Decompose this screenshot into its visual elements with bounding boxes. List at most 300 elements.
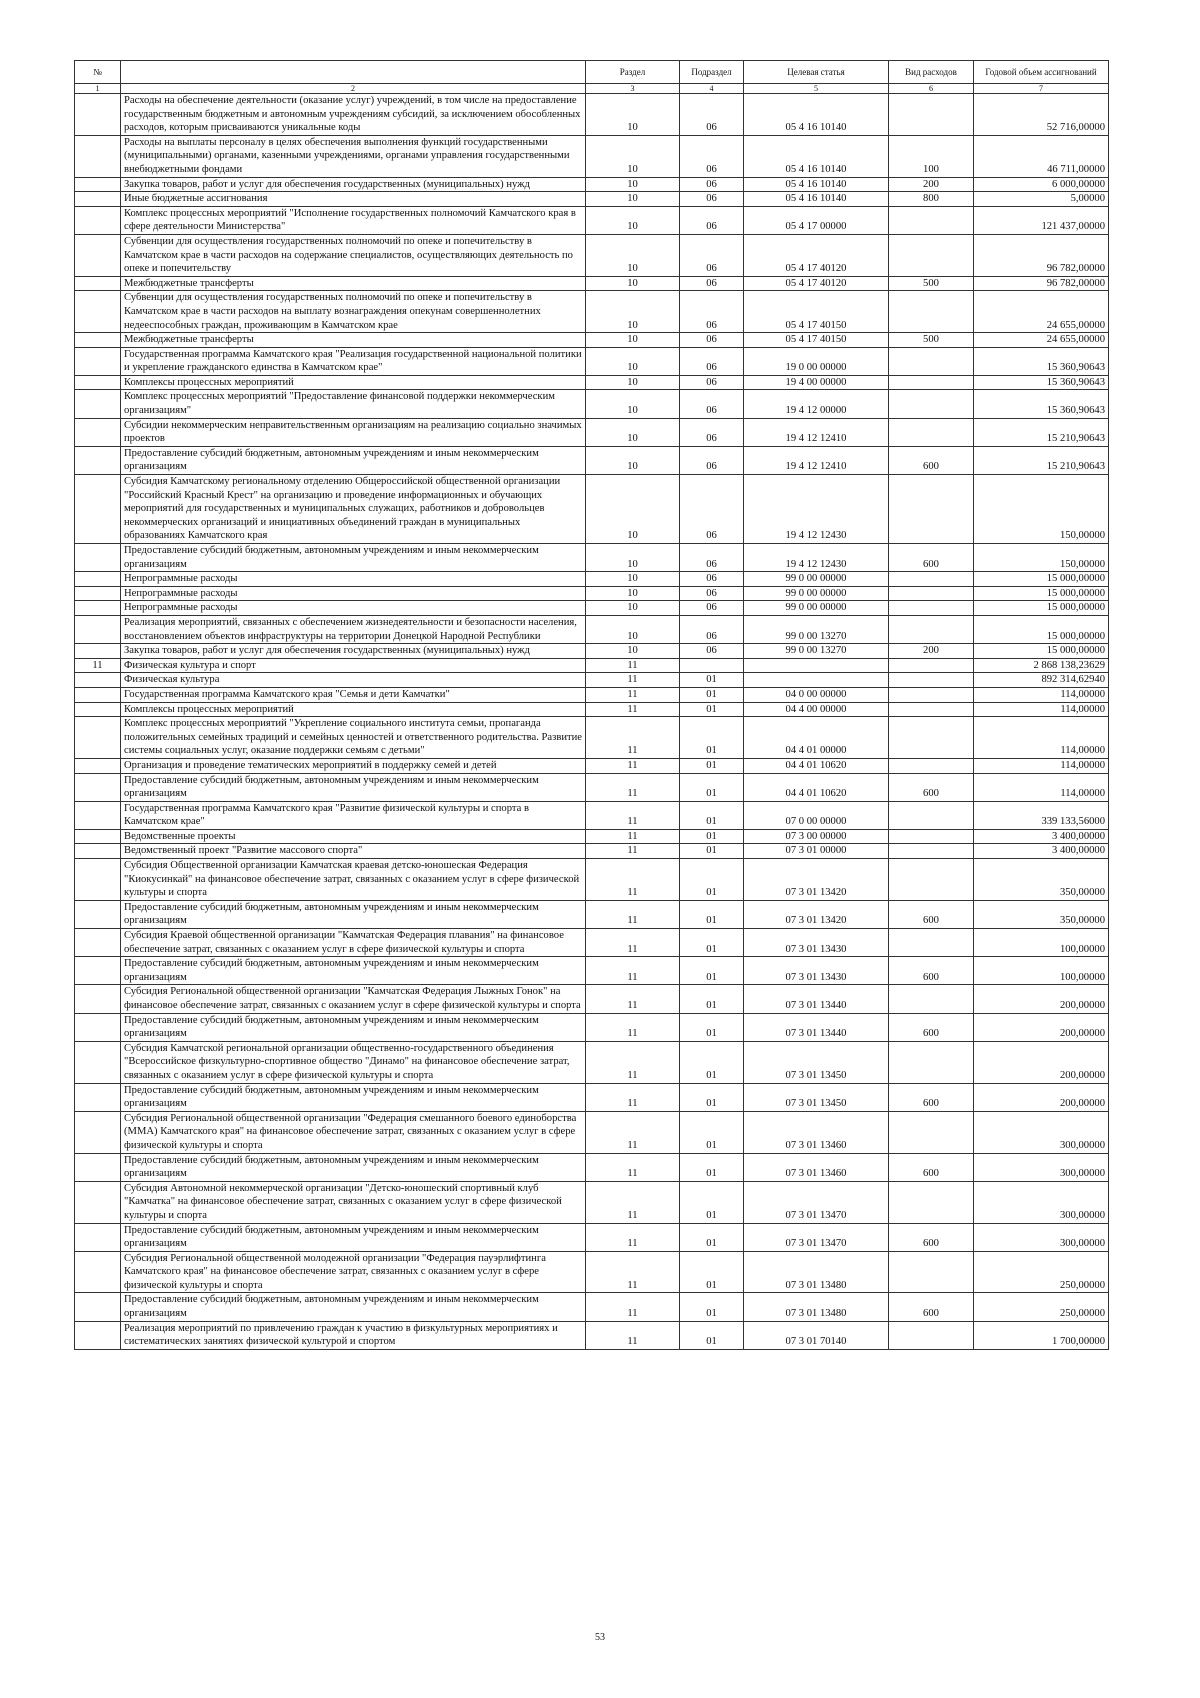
row-sum: 15 000,00000 bbox=[974, 644, 1109, 659]
row-name: Субсидия Региональной общественной молодежной организации "Федерация пауэрлифтинга Камчатского края" на финансовое обеспечение затрат, связанных с оказанием услуг в сфере физической культуры и спорта bbox=[121, 1251, 586, 1293]
row-razdel: 10 bbox=[586, 475, 680, 544]
budget-table bbox=[74, 60, 1109, 1350]
row-sum: 892 314,62940 bbox=[974, 673, 1109, 688]
row-vid bbox=[889, 347, 974, 375]
row-vid: 600 bbox=[889, 1223, 974, 1251]
row-podrazdel: 01 bbox=[680, 1013, 744, 1041]
row-name: Реализация мероприятий по привлечению граждан к участию в физкультурных мероприятиях и систематических занятиях физической культурой и спортом bbox=[121, 1321, 586, 1349]
budget-table-sheet bbox=[74, 60, 1108, 1350]
row-razdel: 11 bbox=[586, 1153, 680, 1181]
row-vid: 600 bbox=[889, 1083, 974, 1111]
row-name: Предоставление субсидий бюджетным, автономным учреждениям и иным некоммерческим организациям bbox=[121, 773, 586, 801]
table-row bbox=[75, 758, 1109, 773]
row-vid bbox=[889, 234, 974, 276]
row-target: 05 4 17 00000 bbox=[744, 206, 889, 234]
row-vid bbox=[889, 929, 974, 957]
row-vid bbox=[889, 758, 974, 773]
row-sum: 24 655,00000 bbox=[974, 333, 1109, 348]
row-name: Предоставление субсидий бюджетным, автономным учреждениям и иным некоммерческим организациям bbox=[121, 544, 586, 572]
row-name: Реализация мероприятий, связанных с обеспечением жизнедеятельности и безопасности населения, восстановлением объектов инфраструктуры на территории Донецкой Народной Республики bbox=[121, 615, 586, 643]
table-row bbox=[75, 1251, 1109, 1293]
row-sum: 2 868 138,23629 bbox=[974, 658, 1109, 673]
row-vid bbox=[889, 475, 974, 544]
row-name: Предоставление субсидий бюджетным, автономным учреждениям и иным некоммерческим организациям bbox=[121, 1293, 586, 1321]
index-cell: 2 bbox=[121, 84, 586, 94]
row-vid bbox=[889, 94, 974, 136]
row-razdel: 10 bbox=[586, 94, 680, 136]
row-vid bbox=[889, 375, 974, 390]
col-header-number: № bbox=[75, 61, 121, 84]
row-vid bbox=[889, 1251, 974, 1293]
row-sum: 15 000,00000 bbox=[974, 586, 1109, 601]
row-podrazdel: 01 bbox=[680, 773, 744, 801]
row-podrazdel: 06 bbox=[680, 347, 744, 375]
table-row bbox=[75, 544, 1109, 572]
row-name: Непрограммные расходы bbox=[121, 572, 586, 587]
row-sum: 15 000,00000 bbox=[974, 615, 1109, 643]
row-name: Комплекс процессных мероприятий "Предоставление финансовой поддержки некоммерческим организациям" bbox=[121, 390, 586, 418]
row-name: Субсидия Автономной некоммерческой организации "Детско-юношеский спортивный клуб "Камчатка" на финансовое обеспечение затрат, связанных с оказанием услуг в сфере физической культуры и спорта bbox=[121, 1181, 586, 1223]
row-target: 04 4 01 00000 bbox=[744, 717, 889, 759]
row-vid: 600 bbox=[889, 773, 974, 801]
row-number bbox=[75, 192, 121, 207]
row-number bbox=[75, 1293, 121, 1321]
row-razdel: 10 bbox=[586, 347, 680, 375]
row-number bbox=[75, 985, 121, 1013]
row-sum: 96 782,00000 bbox=[974, 234, 1109, 276]
row-number bbox=[75, 601, 121, 616]
row-vid bbox=[889, 586, 974, 601]
row-vid bbox=[889, 658, 974, 673]
row-target: 05 4 17 40120 bbox=[744, 234, 889, 276]
index-cell: 4 bbox=[680, 84, 744, 94]
row-podrazdel: 01 bbox=[680, 687, 744, 702]
row-number bbox=[75, 347, 121, 375]
row-name: Государственная программа Камчатского края "Семья и дети Камчатки" bbox=[121, 687, 586, 702]
row-podrazdel: 06 bbox=[680, 135, 744, 177]
row-name: Ведомственные проекты bbox=[121, 829, 586, 844]
col-header-vid: Вид расходов bbox=[889, 61, 974, 84]
row-vid bbox=[889, 572, 974, 587]
row-vid bbox=[889, 717, 974, 759]
row-name: Субсидия Краевой общественной организации "Камчатская Федерация плавания" на финансовое обеспечение затрат, связанных с оказанием услуг в сфере физической культуры и спорта bbox=[121, 929, 586, 957]
row-target: 19 4 12 12410 bbox=[744, 446, 889, 474]
row-target: 07 3 01 13480 bbox=[744, 1293, 889, 1321]
table-row bbox=[75, 900, 1109, 928]
table-row bbox=[75, 94, 1109, 136]
row-podrazdel: 01 bbox=[680, 673, 744, 688]
row-podrazdel: 01 bbox=[680, 801, 744, 829]
table-row bbox=[75, 276, 1109, 291]
row-sum: 15 000,00000 bbox=[974, 601, 1109, 616]
row-target: 05 4 16 10140 bbox=[744, 135, 889, 177]
row-vid bbox=[889, 1111, 974, 1153]
row-podrazdel: 06 bbox=[680, 418, 744, 446]
table-row bbox=[75, 717, 1109, 759]
row-number bbox=[75, 276, 121, 291]
row-name: Субсидия Камчатскому региональному отделению Общероссийской общественной организации "Российский Красный Крест" на организацию и проведение информационных и обучающих мероприятий для государственных и муниципальных служащих, работников и добровольцев некоммерческих организаций и инициативных объединений граждан в муниципальных образованиях Камчатского края bbox=[121, 475, 586, 544]
row-number bbox=[75, 94, 121, 136]
row-number bbox=[75, 291, 121, 333]
row-razdel: 11 bbox=[586, 687, 680, 702]
row-target: 19 4 12 12410 bbox=[744, 418, 889, 446]
row-razdel: 10 bbox=[586, 375, 680, 390]
row-razdel: 11 bbox=[586, 773, 680, 801]
row-razdel: 10 bbox=[586, 601, 680, 616]
table-header-row bbox=[75, 61, 1109, 84]
row-sum: 3 400,00000 bbox=[974, 844, 1109, 859]
row-name: Комплексы процессных мероприятий bbox=[121, 375, 586, 390]
row-vid bbox=[889, 418, 974, 446]
row-number bbox=[75, 1181, 121, 1223]
row-razdel: 10 bbox=[586, 291, 680, 333]
index-cell: 3 bbox=[586, 84, 680, 94]
row-number bbox=[75, 644, 121, 659]
row-sum: 300,00000 bbox=[974, 1223, 1109, 1251]
row-name: Ведомственный проект "Развитие массового спорта" bbox=[121, 844, 586, 859]
row-target: 99 0 00 13270 bbox=[744, 644, 889, 659]
row-vid bbox=[889, 390, 974, 418]
row-podrazdel: 01 bbox=[680, 1181, 744, 1223]
row-podrazdel: 06 bbox=[680, 192, 744, 207]
row-podrazdel: 01 bbox=[680, 859, 744, 901]
row-vid: 600 bbox=[889, 1293, 974, 1321]
row-sum: 114,00000 bbox=[974, 758, 1109, 773]
table-row bbox=[75, 985, 1109, 1013]
row-target: 99 0 00 13270 bbox=[744, 615, 889, 643]
row-sum: 1 700,00000 bbox=[974, 1321, 1109, 1349]
row-target: 99 0 00 00000 bbox=[744, 572, 889, 587]
row-target: 04 0 00 00000 bbox=[744, 687, 889, 702]
row-vid: 200 bbox=[889, 644, 974, 659]
row-sum: 200,00000 bbox=[974, 1083, 1109, 1111]
table-row bbox=[75, 658, 1109, 673]
row-number bbox=[75, 1013, 121, 1041]
table-row bbox=[75, 1223, 1109, 1251]
row-number bbox=[75, 333, 121, 348]
row-podrazdel: 06 bbox=[680, 276, 744, 291]
row-name: Физическая культура и спорт bbox=[121, 658, 586, 673]
row-name: Предоставление субсидий бюджетным, автономным учреждениям и иным некоммерческим организациям bbox=[121, 1153, 586, 1181]
row-name: Расходы на выплаты персоналу в целях обеспечения выполнения функций государственными (муниципальными) органами, казенными учреждениями, органами управления государственными внебюджетными фондами bbox=[121, 135, 586, 177]
row-name: Предоставление субсидий бюджетным, автономным учреждениям и иным некоммерческим организациям bbox=[121, 957, 586, 985]
row-name: Межбюджетные трансферты bbox=[121, 333, 586, 348]
table-index-row bbox=[75, 84, 1109, 94]
row-name: Комплекс процессных мероприятий "Укрепление социального института семьи, пропаганда положительных семейных традиций и семейных ценностей и ответственного родительства. Развитие системы социальных услуг, оказание поддержки семьям с детьми" bbox=[121, 717, 586, 759]
row-target: 99 0 00 00000 bbox=[744, 586, 889, 601]
row-vid: 600 bbox=[889, 544, 974, 572]
table-row bbox=[75, 375, 1109, 390]
row-razdel: 11 bbox=[586, 1251, 680, 1293]
table-row bbox=[75, 1293, 1109, 1321]
col-header-sum: Годовой объем ассигнований bbox=[974, 61, 1109, 84]
row-vid bbox=[889, 829, 974, 844]
row-name: Предоставление субсидий бюджетным, автономным учреждениям и иным некоммерческим организациям bbox=[121, 1223, 586, 1251]
table-row bbox=[75, 1111, 1109, 1153]
row-vid bbox=[889, 1321, 974, 1349]
row-razdel: 10 bbox=[586, 418, 680, 446]
row-sum: 250,00000 bbox=[974, 1293, 1109, 1321]
row-vid bbox=[889, 801, 974, 829]
row-podrazdel: 06 bbox=[680, 234, 744, 276]
row-sum: 200,00000 bbox=[974, 985, 1109, 1013]
row-target bbox=[744, 658, 889, 673]
row-name: Организация и проведение тематических мероприятий в поддержку семей и детей bbox=[121, 758, 586, 773]
row-podrazdel: 06 bbox=[680, 94, 744, 136]
row-sum: 15 210,90643 bbox=[974, 418, 1109, 446]
row-razdel: 11 bbox=[586, 1013, 680, 1041]
row-podrazdel: 01 bbox=[680, 900, 744, 928]
row-name: Субсидия Региональной общественной организации "Федерация смешанного боевого единоборства (ММА) Камчатского края" на финансовое обеспечение затрат, связанных с оказанием услуг в сфере физической культуры и спорта bbox=[121, 1111, 586, 1153]
row-target: 07 3 01 13460 bbox=[744, 1153, 889, 1181]
row-target: 19 4 00 00000 bbox=[744, 375, 889, 390]
row-sum: 100,00000 bbox=[974, 957, 1109, 985]
col-header-razdel: Раздел bbox=[586, 61, 680, 84]
row-razdel: 11 bbox=[586, 1321, 680, 1349]
row-target: 05 4 17 40150 bbox=[744, 291, 889, 333]
row-sum: 15 360,90643 bbox=[974, 390, 1109, 418]
table-row bbox=[75, 601, 1109, 616]
row-name: Субвенции для осуществления государственных полномочий по опеке и попечительству в Камчатском крае в части расходов на содержание специалистов, осуществляющих деятельность по опеке и попечительству bbox=[121, 234, 586, 276]
row-podrazdel: 06 bbox=[680, 644, 744, 659]
row-vid bbox=[889, 615, 974, 643]
row-sum: 300,00000 bbox=[974, 1181, 1109, 1223]
table-row bbox=[75, 1041, 1109, 1083]
row-vid: 600 bbox=[889, 900, 974, 928]
page-number: 53 bbox=[595, 1632, 605, 1643]
row-sum: 96 782,00000 bbox=[974, 276, 1109, 291]
row-target: 19 0 00 00000 bbox=[744, 347, 889, 375]
row-podrazdel: 06 bbox=[680, 615, 744, 643]
row-number bbox=[75, 1083, 121, 1111]
row-target: 04 4 00 00000 bbox=[744, 702, 889, 717]
row-name: Закупка товаров, работ и услуг для обеспечения государственных (муниципальных) нужд bbox=[121, 644, 586, 659]
row-number bbox=[75, 1111, 121, 1153]
row-number bbox=[75, 446, 121, 474]
row-number bbox=[75, 773, 121, 801]
row-target: 05 4 17 40120 bbox=[744, 276, 889, 291]
row-target: 07 3 00 00000 bbox=[744, 829, 889, 844]
row-sum: 114,00000 bbox=[974, 687, 1109, 702]
row-number bbox=[75, 390, 121, 418]
row-target: 05 4 17 40150 bbox=[744, 333, 889, 348]
row-vid bbox=[889, 702, 974, 717]
row-target: 07 3 01 13480 bbox=[744, 1251, 889, 1293]
col-header-target: Целевая статья bbox=[744, 61, 889, 84]
row-podrazdel: 01 bbox=[680, 1153, 744, 1181]
table-body bbox=[75, 94, 1109, 1350]
row-target: 19 4 12 12430 bbox=[744, 544, 889, 572]
row-number bbox=[75, 929, 121, 957]
row-sum: 15 210,90643 bbox=[974, 446, 1109, 474]
row-target: 04 4 01 10620 bbox=[744, 758, 889, 773]
table-row bbox=[75, 615, 1109, 643]
index-cell: 6 bbox=[889, 84, 974, 94]
row-number: 11 bbox=[75, 658, 121, 673]
table-row bbox=[75, 446, 1109, 474]
row-name: Субсидия Региональной общественной организации "Камчатская Федерация Лыжных Гонок" на финансовое обеспечение затрат, связанных с оказанием услуг в сфере физической культуры и спорта bbox=[121, 985, 586, 1013]
row-podrazdel: 06 bbox=[680, 177, 744, 192]
row-target: 05 4 16 10140 bbox=[744, 192, 889, 207]
row-podrazdel: 06 bbox=[680, 291, 744, 333]
row-number bbox=[75, 957, 121, 985]
table-row bbox=[75, 177, 1109, 192]
row-vid bbox=[889, 687, 974, 702]
row-razdel: 10 bbox=[586, 177, 680, 192]
row-podrazdel: 06 bbox=[680, 601, 744, 616]
table-row bbox=[75, 1321, 1109, 1349]
table-row bbox=[75, 333, 1109, 348]
row-name: Субсидия Общественной организации Камчатская краевая детско-юношеская Федерация "Киокусинкай" на финансовое обеспечение затрат, связанных с оказанием услуг в сфере физической культуры и спорта bbox=[121, 859, 586, 901]
row-name: Закупка товаров, работ и услуг для обеспечения государственных (муниципальных) нужд bbox=[121, 177, 586, 192]
row-razdel: 11 bbox=[586, 1181, 680, 1223]
index-cell: 1 bbox=[75, 84, 121, 94]
row-target: 07 3 01 13440 bbox=[744, 985, 889, 1013]
row-razdel: 10 bbox=[586, 446, 680, 474]
row-razdel: 11 bbox=[586, 673, 680, 688]
row-podrazdel: 01 bbox=[680, 1111, 744, 1153]
row-podrazdel: 06 bbox=[680, 206, 744, 234]
row-target: 19 4 12 00000 bbox=[744, 390, 889, 418]
row-target: 07 3 01 13450 bbox=[744, 1041, 889, 1083]
row-razdel: 11 bbox=[586, 859, 680, 901]
row-razdel: 10 bbox=[586, 544, 680, 572]
table-row bbox=[75, 390, 1109, 418]
row-podrazdel: 01 bbox=[680, 1321, 744, 1349]
row-number bbox=[75, 673, 121, 688]
row-podrazdel: 01 bbox=[680, 1083, 744, 1111]
row-podrazdel: 01 bbox=[680, 1251, 744, 1293]
row-number bbox=[75, 586, 121, 601]
table-row bbox=[75, 234, 1109, 276]
row-sum: 300,00000 bbox=[974, 1111, 1109, 1153]
table-row bbox=[75, 1153, 1109, 1181]
table-row bbox=[75, 773, 1109, 801]
row-vid bbox=[889, 206, 974, 234]
row-name: Субвенции для осуществления государственных полномочий по опеке и попечительству в Камчатском крае в части расходов на выплату вознаграждения опекунам совершеннолетних недееспособных граждан, проживающим в Камчатском крае bbox=[121, 291, 586, 333]
row-number bbox=[75, 1153, 121, 1181]
table-row bbox=[75, 687, 1109, 702]
row-vid bbox=[889, 1181, 974, 1223]
row-vid: 600 bbox=[889, 957, 974, 985]
row-podrazdel: 06 bbox=[680, 586, 744, 601]
row-razdel: 11 bbox=[586, 801, 680, 829]
row-name: Субсидии некоммерческим неправительственным организациям на реализацию социально значимых проектов bbox=[121, 418, 586, 446]
row-name: Физическая культура bbox=[121, 673, 586, 688]
row-razdel: 11 bbox=[586, 702, 680, 717]
row-target: 07 3 01 13430 bbox=[744, 957, 889, 985]
row-number bbox=[75, 234, 121, 276]
row-name: Непрограммные расходы bbox=[121, 586, 586, 601]
row-sum: 150,00000 bbox=[974, 475, 1109, 544]
row-number bbox=[75, 572, 121, 587]
row-target: 99 0 00 00000 bbox=[744, 601, 889, 616]
row-target: 07 3 01 13460 bbox=[744, 1111, 889, 1153]
row-podrazdel: 01 bbox=[680, 929, 744, 957]
row-vid: 600 bbox=[889, 1153, 974, 1181]
col-header-name bbox=[121, 61, 586, 84]
row-vid bbox=[889, 859, 974, 901]
row-razdel: 10 bbox=[586, 206, 680, 234]
row-sum: 250,00000 bbox=[974, 1251, 1109, 1293]
row-podrazdel: 06 bbox=[680, 375, 744, 390]
row-razdel: 11 bbox=[586, 1293, 680, 1321]
row-number bbox=[75, 418, 121, 446]
row-razdel: 11 bbox=[586, 1111, 680, 1153]
row-sum: 5,00000 bbox=[974, 192, 1109, 207]
row-podrazdel: 01 bbox=[680, 1223, 744, 1251]
row-podrazdel: 06 bbox=[680, 544, 744, 572]
row-target: 07 3 01 00000 bbox=[744, 844, 889, 859]
table-row bbox=[75, 829, 1109, 844]
row-target: 07 3 01 70140 bbox=[744, 1321, 889, 1349]
row-razdel: 10 bbox=[586, 390, 680, 418]
table-row bbox=[75, 929, 1109, 957]
row-razdel: 10 bbox=[586, 572, 680, 587]
row-target: 04 4 01 10620 bbox=[744, 773, 889, 801]
row-razdel: 11 bbox=[586, 658, 680, 673]
row-target: 05 4 16 10140 bbox=[744, 177, 889, 192]
row-target bbox=[744, 673, 889, 688]
row-sum: 350,00000 bbox=[974, 859, 1109, 901]
row-razdel: 10 bbox=[586, 234, 680, 276]
row-vid bbox=[889, 291, 974, 333]
row-number bbox=[75, 1041, 121, 1083]
row-number bbox=[75, 1223, 121, 1251]
row-sum: 100,00000 bbox=[974, 929, 1109, 957]
row-number bbox=[75, 859, 121, 901]
index-cell: 7 bbox=[974, 84, 1109, 94]
row-number bbox=[75, 615, 121, 643]
row-podrazdel: 01 bbox=[680, 1293, 744, 1321]
table-row bbox=[75, 572, 1109, 587]
row-podrazdel: 06 bbox=[680, 572, 744, 587]
row-razdel: 11 bbox=[586, 929, 680, 957]
table-row bbox=[75, 1013, 1109, 1041]
table-row bbox=[75, 859, 1109, 901]
row-vid: 600 bbox=[889, 446, 974, 474]
row-sum: 15 360,90643 bbox=[974, 347, 1109, 375]
row-target: 07 3 01 13420 bbox=[744, 859, 889, 901]
row-number bbox=[75, 801, 121, 829]
row-razdel: 10 bbox=[586, 135, 680, 177]
row-target: 05 4 16 10140 bbox=[744, 94, 889, 136]
row-name: Государственная программа Камчатского края "Развитие физической культуры и спорта в Камчатском крае" bbox=[121, 801, 586, 829]
table-row bbox=[75, 206, 1109, 234]
row-podrazdel: 01 bbox=[680, 717, 744, 759]
row-number bbox=[75, 1251, 121, 1293]
row-number bbox=[75, 177, 121, 192]
row-sum: 46 711,00000 bbox=[974, 135, 1109, 177]
row-vid bbox=[889, 844, 974, 859]
row-sum: 114,00000 bbox=[974, 773, 1109, 801]
row-target: 07 3 01 13420 bbox=[744, 900, 889, 928]
row-vid: 500 bbox=[889, 276, 974, 291]
row-target: 07 3 01 13470 bbox=[744, 1181, 889, 1223]
row-number bbox=[75, 206, 121, 234]
table-row bbox=[75, 644, 1109, 659]
index-cell: 5 bbox=[744, 84, 889, 94]
row-number bbox=[75, 135, 121, 177]
row-razdel: 11 bbox=[586, 957, 680, 985]
row-vid: 500 bbox=[889, 333, 974, 348]
row-target: 19 4 12 12430 bbox=[744, 475, 889, 544]
row-name: Расходы на обеспечение деятельности (оказание услуг) учреждений, в том числе на предоставление государственным бюджетным и автономным учреждениям субсидий, за исключением обособленных расходов, которым присваиваются уникальные коды bbox=[121, 94, 586, 136]
row-razdel: 11 bbox=[586, 900, 680, 928]
row-razdel: 10 bbox=[586, 276, 680, 291]
row-sum: 121 437,00000 bbox=[974, 206, 1109, 234]
row-number bbox=[75, 702, 121, 717]
